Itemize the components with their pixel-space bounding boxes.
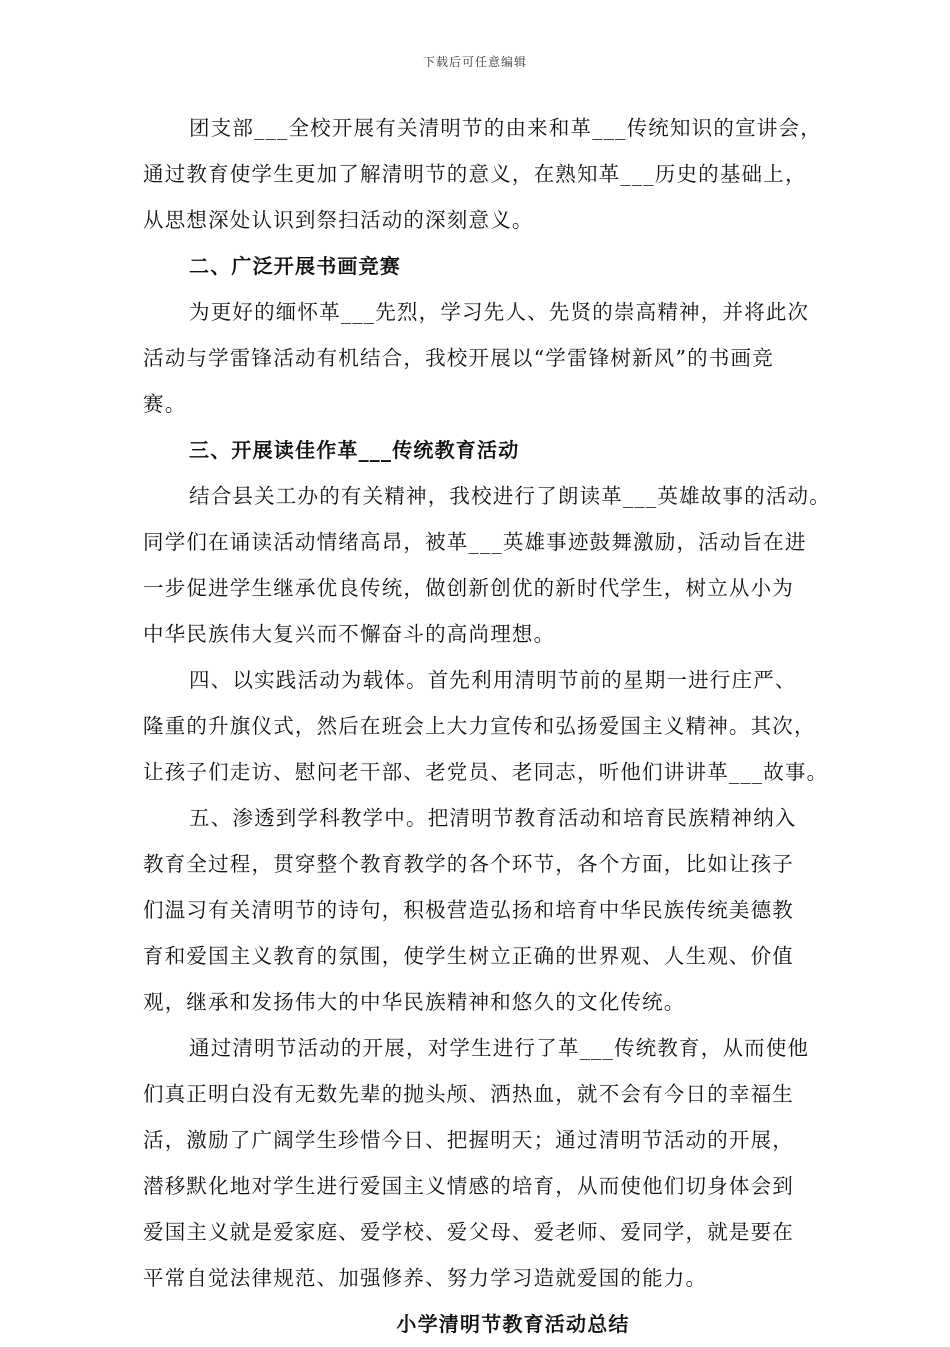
paragraph-line: 爱国主义就是爱家庭、爱学校、爱父母、爱老师、爱同学，就是要在 <box>143 1220 794 1244</box>
section-heading: 三、开展读佳作革___传统教育活动 <box>189 438 520 462</box>
paragraph-line: 育和爱国主义教育的氛围，使学生树立正确的世界观、人生观、价值 <box>143 944 794 968</box>
paragraph-line: 让孩子们走访、慰问老干部、老党员、老同志，听他们讲讲革___故事。 <box>143 760 829 784</box>
paragraph-line: 结合县关工办的有关精神，我校进行了朗读革___英雄故事的活动。 <box>189 484 831 508</box>
document-title: 小学清明节教育活动总结 <box>396 1312 630 1336</box>
paragraph-line: 潜移默化地对学生进行爱国主义情感的培育，从而使他们切身体会到 <box>143 1174 794 1198</box>
paragraph-line: 中华民族伟大复兴而不懈奋斗的高尚理想。 <box>143 622 556 646</box>
paragraph-line: 团支部___全校开展有关清明节的由来和革___传统知识的宣讲会， <box>189 116 822 140</box>
paragraph-line: 活动与学雷锋活动有机结合，我校开展以“学雷锋树新风”的书画竞 <box>143 346 774 370</box>
paragraph-line: 为更好的缅怀革___先烈，学习先人、先贤的崇高精神，并将此次 <box>189 300 810 324</box>
page-header: 下载后可任意编辑 <box>422 55 527 69</box>
paragraph-line: 观，继承和发扬伟大的中华民族精神和悠久的文化传统。 <box>143 990 686 1014</box>
paragraph-line: 活，激励了广阔学生珍惜今日、把握明天；通过清明节活动的开展， <box>143 1128 794 1152</box>
paragraph-line: 教育全过程，贯穿整个教育教学的各个环节，各个方面，比如让孩子 <box>143 852 794 876</box>
paragraph-line: 通过清明节活动的开展，对学生进行了革___传统教育，从而使他 <box>189 1036 810 1060</box>
paragraph-line: 们温习有关清明节的诗句，积极营造弘扬和培育中华民族传统美德教 <box>143 898 794 922</box>
paragraph-line: 一步促进学生继承优良传统，做创新创优的新时代学生，树立从小为 <box>143 576 794 600</box>
paragraph-line: 四、以实践活动为载体。首先利用清明节前的星期一进行庄严、 <box>189 668 797 692</box>
paragraph-line: 从思想深处认识到祭扫活动的深刻意义。 <box>143 208 534 232</box>
paragraph-line: 五、渗透到学科教学中。把清明节教育活动和培育民族精神纳入 <box>189 806 797 830</box>
paragraph-line: 同学们在诵读活动情绪高昂，被革___英雄事迹鼓舞激励，活动旨在进 <box>143 530 807 554</box>
paragraph-line: 平常自觉法律规范、加强修养、努力学习造就爱国的能力。 <box>143 1266 708 1290</box>
paragraph-line: 通过教育使学生更加了解清明节的意义，在熟知革___历史的基础上， <box>143 162 807 186</box>
paragraph-line: 隆重的升旗仪式，然后在班会上大力宣传和弘扬爱国主义精神。其次， <box>143 714 816 738</box>
document-body <box>143 105 833 1347</box>
paragraph-line: 们真正明白没有无数先辈的抛头颅、洒热血，就不会有今日的幸福生 <box>143 1082 794 1106</box>
section-heading: 二、广泛开展书画竞赛 <box>189 254 401 278</box>
paragraph-line: 赛。 <box>143 392 187 416</box>
